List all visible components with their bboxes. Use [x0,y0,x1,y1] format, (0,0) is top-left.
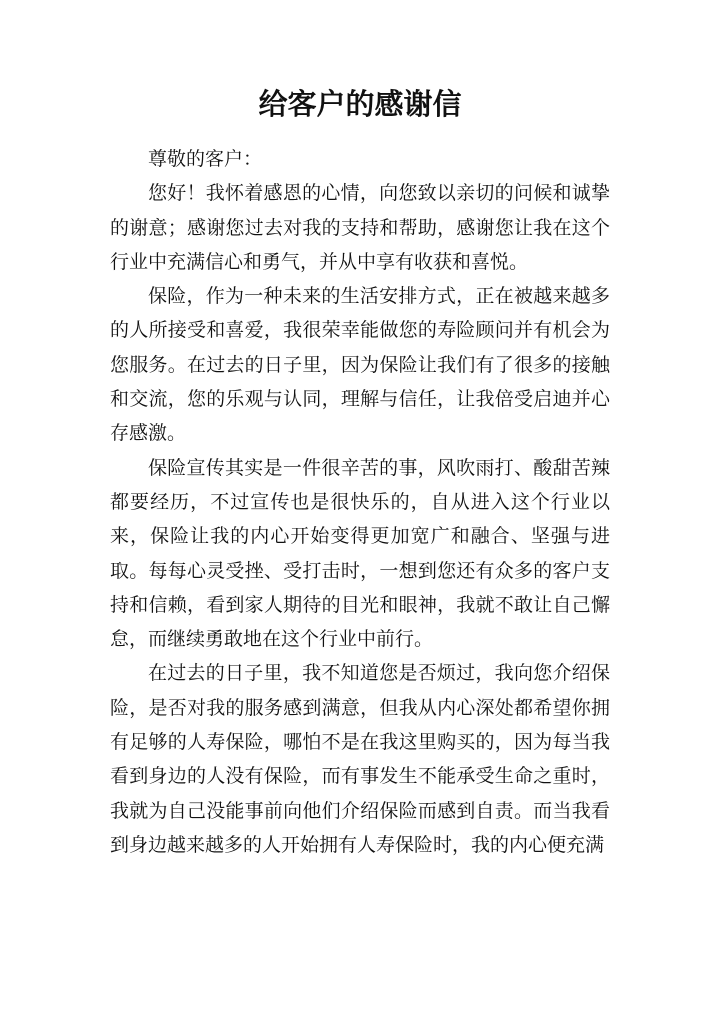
letter-body [110,142,610,862]
greeting: 尊敬的客户： [148,148,263,170]
paragraph-1: 您好！我怀着感恩的心情，向您致以亲切的问候和诚挚的谢意；感谢您过去对我的支持和帮助，感谢您让我在这个行业中充满信心和勇气，并从中享有收获和喜悦。 [110,182,610,273]
paragraph-4: 在过去的日子里，我不知道您是否烦过，我向您介绍保险，是否对我的服务感到满意，但我从内心深处都希望你拥有足够的人寿保险，哪怕不是在我这里购买的，因为每当我看到身边的人没有保险，而有事发生不能承受生命之重时，我就为自己没能事前向他们介绍保险而感到自责。而当我看到身边越来越多的人开始拥有人寿保险时，我的内心便充满 [110,662,610,856]
paragraph-3: 保险宣传其实是一件很辛苦的事，风吹雨打、酸甜苦辣都要经历，不过宣传也是很快乐的，自从进入这个行业以来，保险让我的内心开始变得更加宽广和融合、坚强与进取。每每心灵受挫、受打击时，一想到您还有众多的客户支持和信赖，看到家人期待的目光和眼神，我就不敢让自己懈怠，而继续勇敢地在这个行业中前行。 [110,456,610,651]
paragraph-2: 保险，作为一种未来的生活安排方式，正在被越来越多的人所接受和喜爱，我很荣幸能做您的寿险顾问并有机会为您服务。在过去的日子里，因为保险让我们有了很多的接触和交流，您的乐观与认同，理解与信任，让我倍受启迪并心存感激。 [110,285,610,445]
page-title: 给客户的感谢信 [258,87,462,121]
